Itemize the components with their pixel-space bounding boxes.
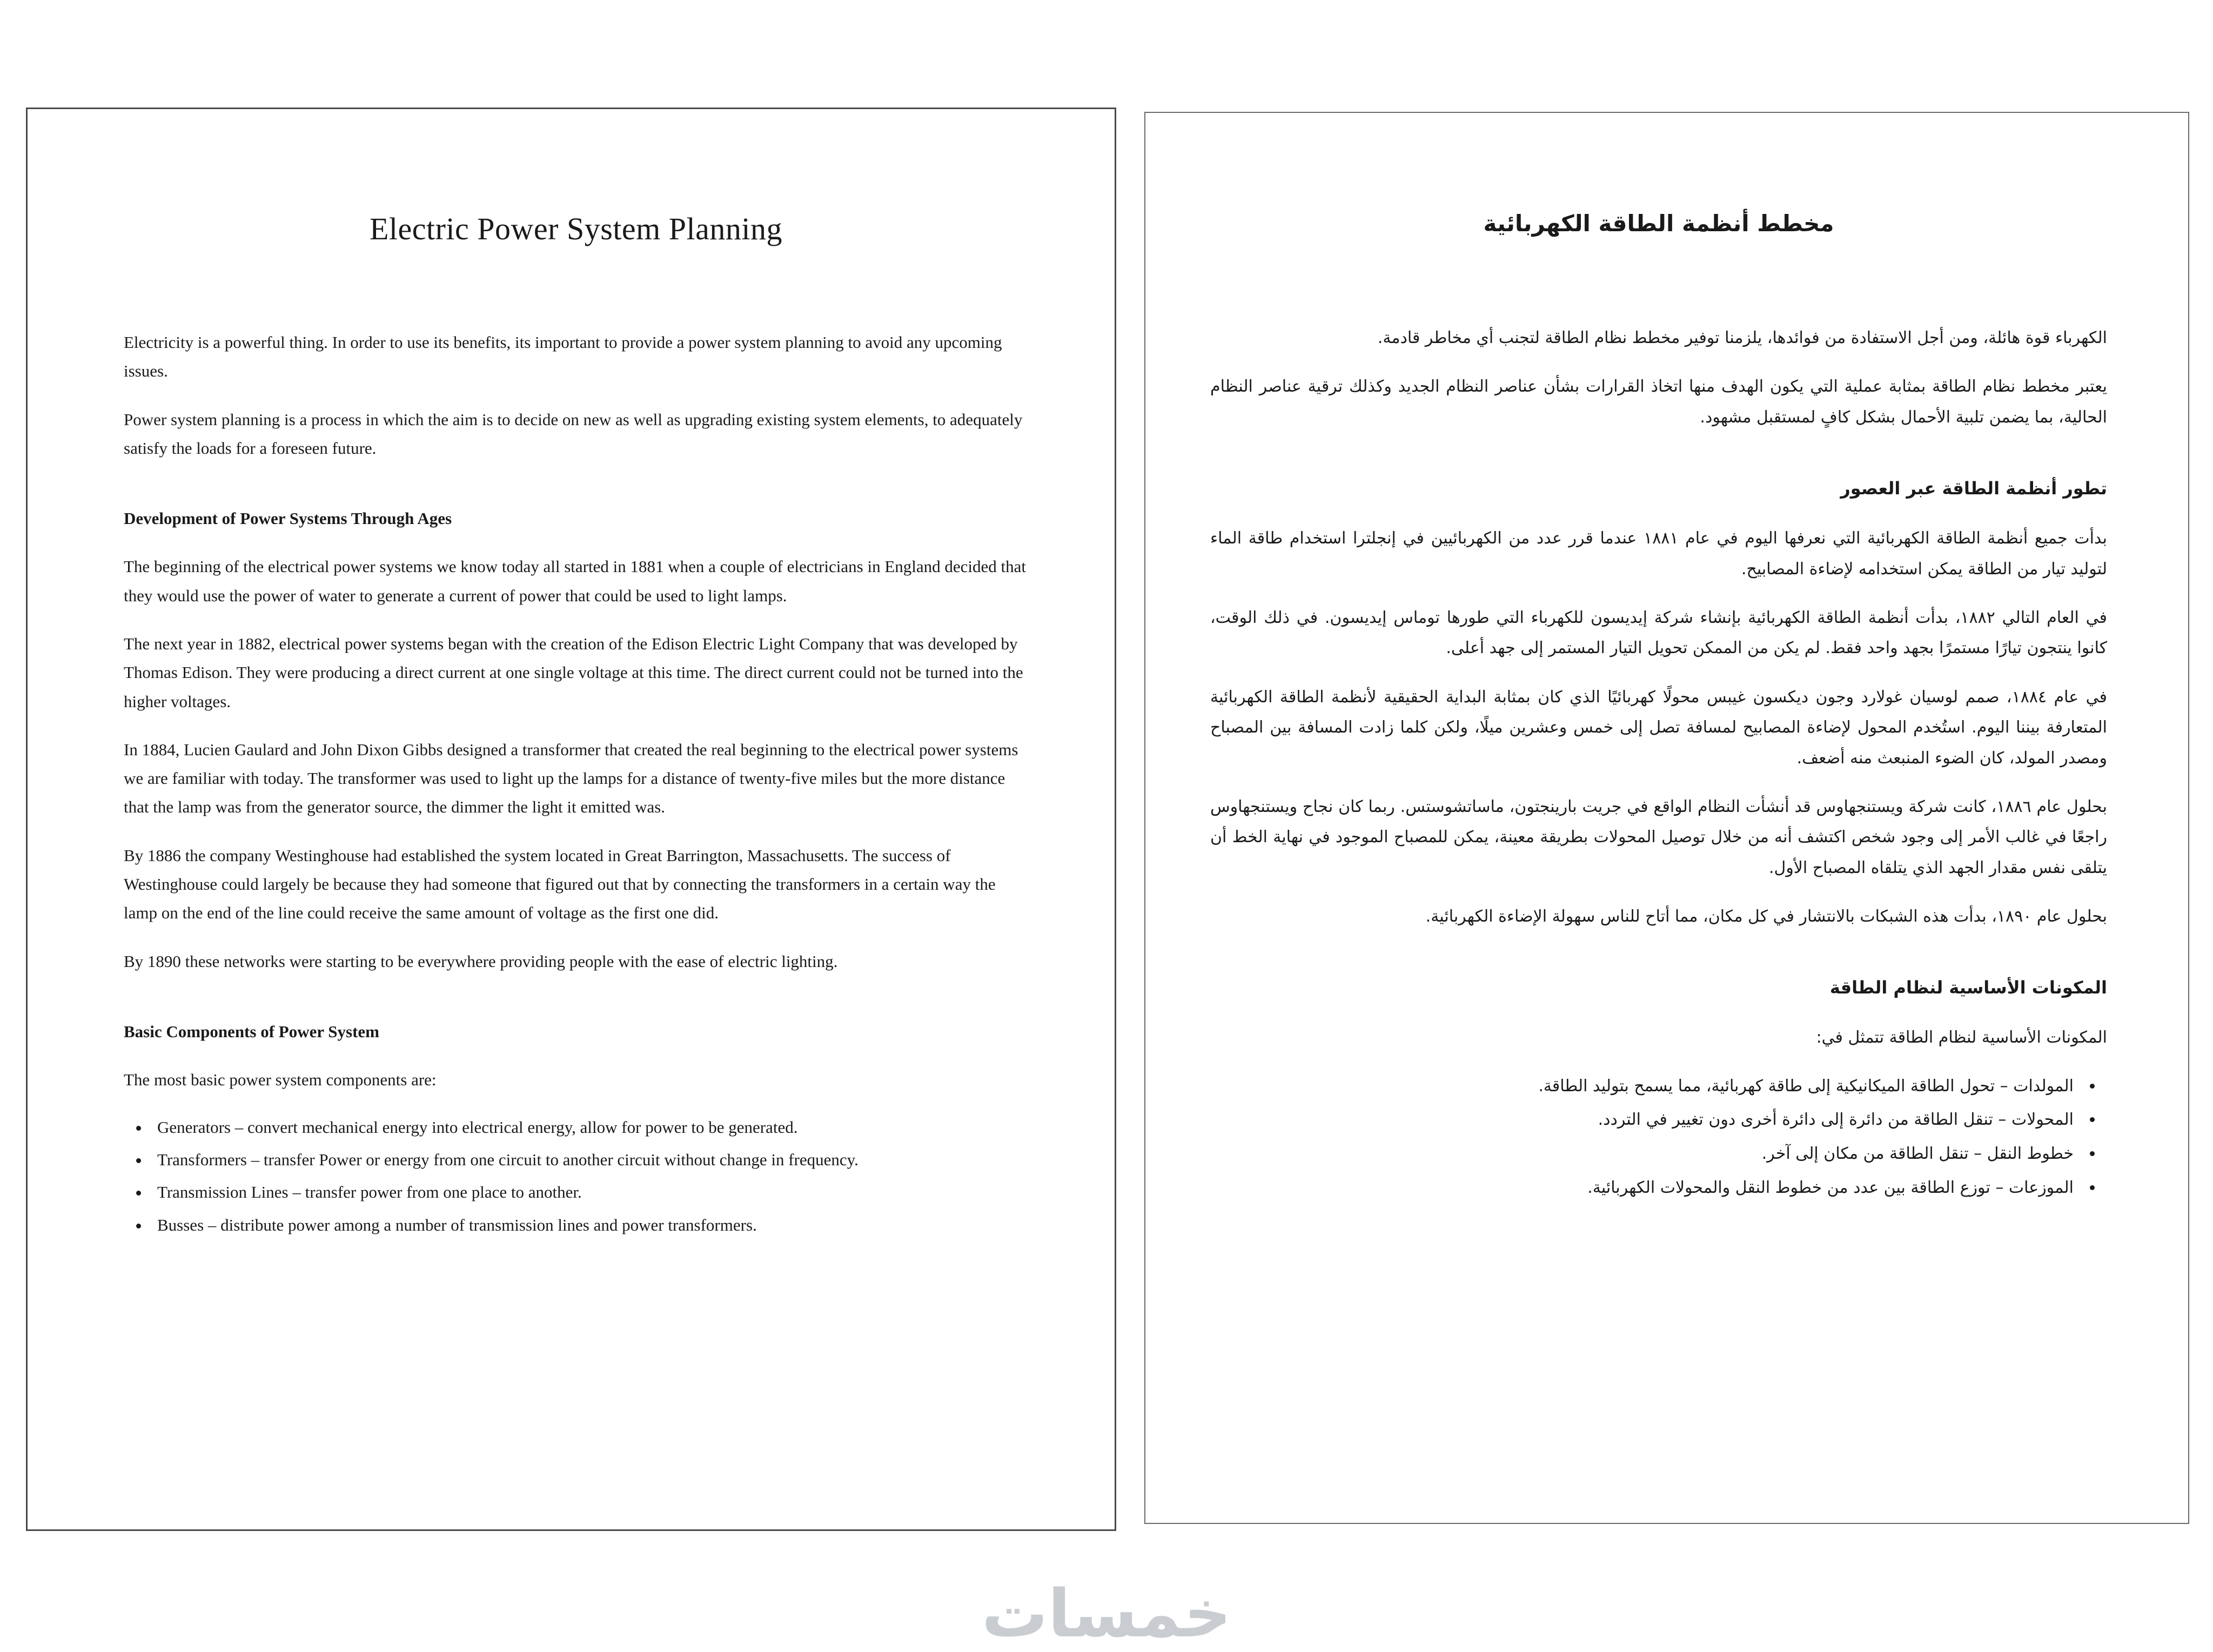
document-title-en: Electric Power System Planning	[369, 211, 783, 246]
body-paragraph: In 1884, Lucien Gaulard and John Dixon Gibbs designed a transformer that created the real beginning to the electrical power systems we are familiar with today. The transformer was used to light up the lamps for a distance of twenty-five miles but the more distance that the lamp was from the generator source, the dimmer the light it emitted was.	[124, 740, 1018, 817]
arabic-document-page	[1144, 112, 2189, 1524]
components-list-en	[150, 1113, 1028, 1239]
list-item: • Busses – distribute power among a number of transmission lines and power transformers.	[150, 1211, 1028, 1239]
list-item: • Generators – convert mechanical energy into electrical energy, allow for power to be generated.	[150, 1113, 1028, 1141]
intro-paragraph: Electricity is a powerful thing. In order to use its benefits, its important to provide a power system planning to avoid any upcoming issues.	[124, 333, 1002, 381]
body-paragraph: بحلول عام ١٨٨٦، كانت شركة ويستنجهاوس قد أنشأت النظام الواقع في جريت بارينجتون، ماساتشوستس. ربما كان نجاح ويستنجهاوس راجعًا في غالب الأمر إلى وجود شخص اكتشف أنه من خلال توصيل المحولات بطريقة معينة، يمكن للمصباح الموجود في نهاية الخط أن يتلقى نفس مقدار الجهد الذي يتلقاه المصباح الأول.	[1210, 797, 2107, 877]
section-heading-development-en: Development of Power Systems Through Ages	[124, 509, 452, 528]
intro-paragraph: Power system planning is a process in which the aim is to decide on new as well as upgrading existing system elements, to adequately satisfy the loads for a foreseen future.	[124, 409, 1023, 458]
list-item: • Transmission Lines – transfer power from one place to another.	[150, 1178, 1028, 1206]
lead-paragraph: The most basic power system components are:	[124, 1070, 437, 1089]
list-item: • خطوط النقل – تنقل الطاقة من مكان إلى آخر.	[1210, 1139, 2081, 1169]
section-heading-components-en: Basic Components of Power System	[124, 1022, 380, 1041]
section-heading-development-ar: تطور أنظمة الطاقة عبر العصور	[1840, 478, 2107, 499]
intro-paragraph: الكهرباء قوة هائلة، ومن أجل الاستفادة من فوائدها، يلزمنا توفير مخطط نظام الطاقة لتجنب أي مخاطر قادمة.	[1377, 328, 2107, 347]
components-list-ar	[1210, 1072, 2081, 1203]
body-paragraph: By 1890 these networks were starting to be everywhere providing people with the ease of electric lighting.	[124, 951, 838, 971]
khamsat-watermark-logo: خمسات	[981, 1575, 1232, 1652]
body-paragraph: في العام التالي ١٨٨٢، بدأت أنظمة الطاقة الكهربائية بإنشاء شركة إيديسون للكهرباء التي طورها توماس إيديسون. في ذلك الوقت، كانوا ينتجون تيارًا مستمرًا بجهد واحد فقط. لم يكن من الممكن تحويل التيار المستمر إلى جهد أعلى.	[1210, 608, 2107, 658]
list-item: • الموزعات – توزع الطاقة بين عدد من خطوط النقل والمحولات الكهربائية.	[1210, 1173, 2081, 1203]
list-item: • المحولات – تنقل الطاقة من دائرة إلى دائرة أخرى دون تغيير في التردد.	[1210, 1105, 2081, 1135]
lead-paragraph: المكونات الأساسية لنظام الطاقة تتمثل في:	[1816, 1028, 2107, 1047]
list-item: • المولدات – تحول الطاقة الميكانيكية إلى طاقة كهربائية، مما يسمح بتوليد الطاقة.	[1210, 1072, 2081, 1102]
body-paragraph: The beginning of the electrical power systems we know today all started in 1881 when a couple of electricians in England decided that they would use the power of water to generate a current of power that could be used to light lamps.	[124, 557, 1027, 605]
body-paragraph: The next year in 1882, electrical power systems began with the creation of the Edison Electric Light Company that was developed by Thomas Edison. They were producing a direct current at one single voltage at this time. The direct current could not be turned into the higher voltages.	[124, 634, 1023, 711]
list-item: • Transformers – transfer Power or energy from one circuit to another circuit without change in frequency.	[150, 1146, 1028, 1174]
body-paragraph: بدأت جميع أنظمة الطاقة الكهربائية التي نعرفها اليوم في عام ١٨٨١ عندما قرر عدد من الكهربائيين في إنجلترا استخدام طاقة الماء لتوليد تيار من الطاقة يمكن استخدامه لإضاءة المصابيح.	[1210, 529, 2108, 579]
section-heading-components-ar: المكونات الأساسية لنظام الطاقة	[1829, 977, 2107, 998]
english-document-page	[26, 108, 1116, 1531]
body-paragraph: By 1886 the company Westinghouse had established the system located in Great Barrington, Massachusetts. The success of Westinghouse could largely be because they had someone that figured out that by connecting the transformers in a certain way the lamp on the end of the line could receive the same amount of voltage as the first one did.	[124, 845, 996, 923]
document-title-ar: مخطط أنظمة الطاقة الكهربائية	[1483, 210, 1834, 237]
body-paragraph: بحلول عام ١٨٩٠، بدأت هذه الشبكات بالانتشار في كل مكان، مما أتاح للناس سهولة الإضاءة الكهربائية.	[1425, 907, 2107, 926]
body-paragraph: في عام ١٨٨٤، صمم لوسيان غولارد وجون ديكسون غيبس محولًا كهربائيًا الذي كان بمثابة البداية الحقيقية لأنظمة الطاقة الكهربائية المتعارفة بيننا اليوم. استُخدم المحول لإضاءة المصابيح لمسافة تصل إلى خمس وعشرين ميلًا، ولكن كلما زادت المسافة بين المصباح ومصدر المولد، كان الضوء المنبعث منه أضعف.	[1210, 687, 2107, 768]
intro-paragraph: يعتبر مخطط نظام الطاقة بمثابة عملية التي يكون الهدف منها اتخاذ القرارات بشأن عناصر النظام الجديد وكذلك ترقية عناصر النظام الحالية، بما يضمن تلبية الأحمال بشكل كافٍ لمستقبل مشهود.	[1210, 377, 2107, 427]
